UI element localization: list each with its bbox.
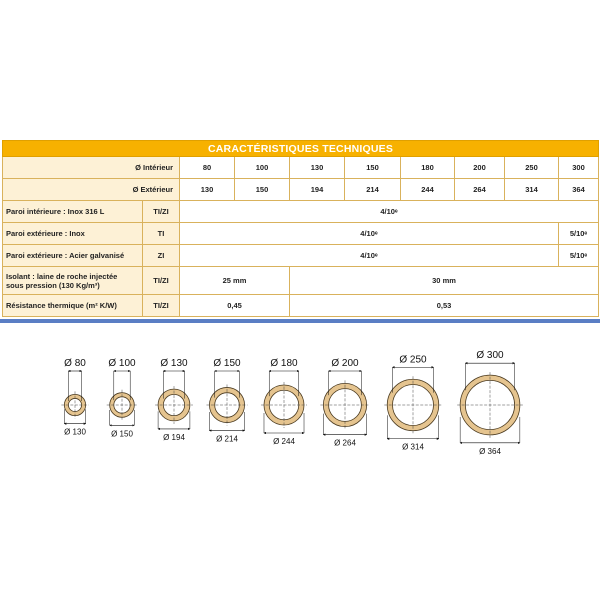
- outer-diameter-label: Ø 194: [163, 432, 185, 442]
- pipe-ring: [320, 358, 369, 448]
- table-cell: 180: [401, 157, 455, 179]
- table-cell: 244: [401, 179, 455, 201]
- outer-diameter-label: Ø 150: [111, 429, 133, 439]
- row-type: TI/ZI: [143, 295, 180, 317]
- row-label: Ø Intérieur: [3, 157, 180, 179]
- table-row: [3, 201, 599, 223]
- table-cell: 300: [559, 157, 599, 179]
- table-cell: 5/10ᵉ: [559, 245, 599, 267]
- table-cell: 130: [290, 157, 345, 179]
- row-type: TI: [143, 223, 180, 245]
- table-cell: 264: [455, 179, 505, 201]
- outer-diameter-label: Ø 130: [64, 427, 86, 437]
- table-row: [3, 179, 599, 201]
- table-cell: 150: [235, 179, 290, 201]
- inner-diameter-label: Ø 150: [213, 358, 241, 369]
- table-cell: 150: [345, 157, 401, 179]
- pipe-diameter-diagram: [0, 325, 600, 470]
- pipe-ring: [155, 358, 193, 442]
- row-label: Ø Extérieur: [3, 179, 180, 201]
- row-label: Paroi extérieure : Inox: [3, 223, 143, 245]
- table-cell: 314: [505, 179, 559, 201]
- outer-diameter-label: Ø 244: [273, 437, 295, 447]
- row-type: ZI: [143, 245, 180, 267]
- table-cell: 364: [559, 179, 599, 201]
- table-row: [3, 245, 599, 267]
- pipe-ring: [457, 350, 523, 456]
- row-label: Paroi extérieure : Acier galvanisé: [3, 245, 143, 267]
- table-cell: 214: [345, 179, 401, 201]
- table-cell: 100: [235, 157, 290, 179]
- inner-diameter-label: Ø 200: [331, 358, 359, 369]
- table-cell: 80: [180, 157, 235, 179]
- pipe-rings: [61, 350, 523, 456]
- table-row: [3, 157, 599, 179]
- table-cell: 194: [290, 179, 345, 201]
- outer-diameter-label: Ø 264: [334, 438, 356, 448]
- row-label: Résistance thermique (m² K/W): [3, 295, 143, 317]
- row-label-line: sous pression (130 Kg/m³): [6, 280, 100, 290]
- table-cell: 4/10ᵉ: [180, 223, 559, 245]
- table-cell: 130: [180, 179, 235, 201]
- row-label: [3, 267, 143, 295]
- table-cell: 4/10ᵉ: [180, 201, 599, 223]
- row-label: Paroi intérieure : Inox 316 L: [3, 201, 143, 223]
- spec-table: [2, 140, 599, 317]
- inner-diameter-label: Ø 100: [108, 358, 136, 369]
- table-cell: 25 mm: [180, 267, 290, 295]
- row-label-line: Isolant : laine de roche injectée: [6, 271, 118, 281]
- table-cell: 5/10ᵉ: [559, 223, 599, 245]
- table-row: [3, 267, 599, 295]
- row-type: TI/ZI: [143, 201, 180, 223]
- inner-diameter-label: Ø 180: [270, 358, 298, 369]
- table-title-row: [3, 141, 599, 157]
- table-title: CARACTÉRISTIQUES TECHNIQUES: [3, 141, 599, 157]
- inner-diameter-label: Ø 80: [64, 358, 86, 369]
- outer-diameter-label: Ø 214: [216, 434, 238, 444]
- outer-diameter-label: Ø 364: [479, 446, 501, 456]
- pipe-ring: [107, 358, 138, 438]
- table-cell: 30 mm: [290, 267, 599, 295]
- pipe-ring: [206, 358, 247, 444]
- pipe-ring: [261, 358, 307, 446]
- inner-diameter-label: Ø 300: [476, 350, 504, 362]
- table-cell: 200: [455, 157, 505, 179]
- inner-diameter-label: Ø 250: [399, 354, 427, 366]
- table-row: [3, 223, 599, 245]
- table-cell: 4/10ᵉ: [180, 245, 559, 267]
- table-cell: 250: [505, 157, 559, 179]
- outer-diameter-label: Ø 314: [402, 442, 424, 452]
- table-cell: 0,45: [180, 295, 290, 317]
- section-divider: [0, 319, 600, 323]
- inner-diameter-label: Ø 130: [160, 358, 188, 369]
- pipe-ring: [61, 358, 88, 437]
- table-cell: 0,53: [290, 295, 599, 317]
- pipe-ring: [384, 354, 441, 451]
- row-type: TI/ZI: [143, 267, 180, 295]
- table-row: [3, 295, 599, 317]
